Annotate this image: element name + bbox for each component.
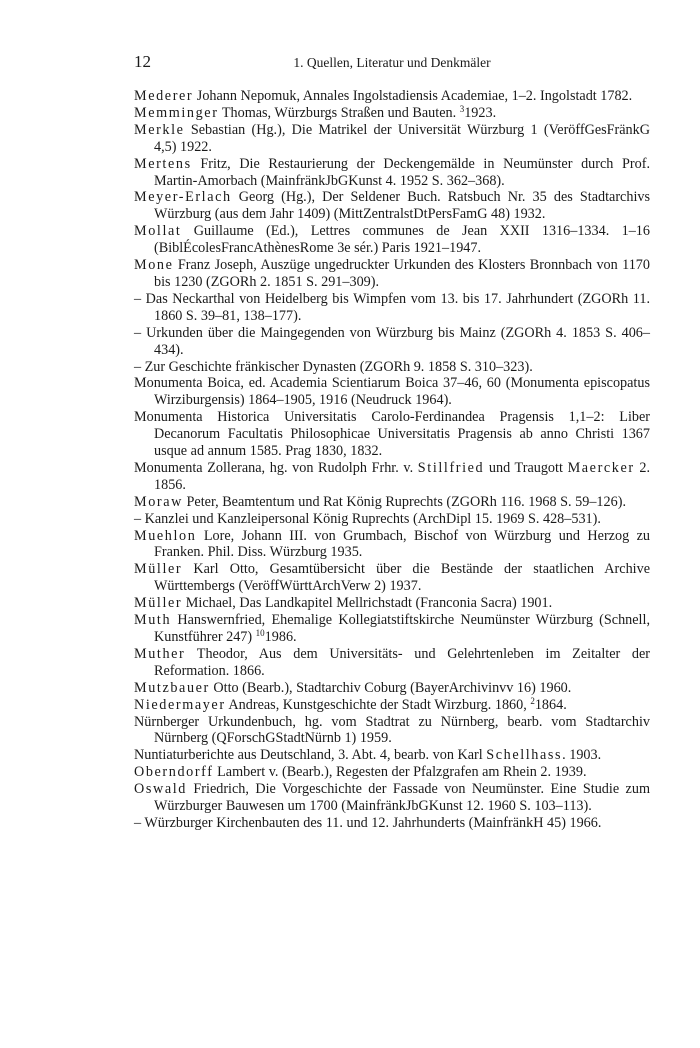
entry-author: Mederer — [134, 88, 194, 104]
edition-superscript: 2 — [530, 695, 535, 706]
bibliography-entry — [134, 815, 650, 832]
entry-text-tail: . 1903. — [562, 747, 602, 764]
entry-text: Kanzlei und Kanzleipersonal König Ruprechts (ArchDipl 15. 1969 S. 428–531). — [141, 510, 601, 527]
bibliography-entry — [134, 511, 650, 528]
bibliography-entry — [134, 781, 650, 815]
entry-author: Oswald — [134, 781, 187, 798]
entry-text: Peter, Beamtentum und Rat König Ruprechts (ZGORh 116. 1968 S. 59–126). — [182, 493, 626, 510]
entry-author: Merkle — [134, 121, 185, 138]
bibliography-entry — [134, 764, 650, 781]
entry-author: Niedermayer — [134, 696, 226, 713]
entry-author: Meyer-Erlach — [134, 189, 232, 206]
bibliography-entry — [134, 223, 650, 257]
entry-text: Michael, Das Landkapitel Mellrichstadt (Franconia Sacra) 1901. — [182, 595, 553, 612]
bibliography-entry — [134, 747, 650, 764]
spaced-name: Stillfried — [417, 459, 485, 476]
bibliography-entry — [134, 697, 650, 714]
bibliography-entry — [134, 156, 650, 190]
bibliography-entry — [134, 612, 650, 646]
entry-text: Monumenta Historica Universitatis Carolo-Ferdinandea Pragensis 1,1–2: Liber Decanorum Facultatis Philosophicae Universitatis Pragensis ab anno Christi 1367 usque ad annum 1585. Prag 1830, 1832. — [134, 409, 650, 460]
entry-text-tail: 1923. — [464, 104, 497, 121]
ditto-dash: – — [134, 290, 142, 307]
bibliography-entry — [134, 646, 650, 680]
entry-text: Monumenta Boica, ed. Academia Scientiarum Boica 37–46, 60 (Monumenta episcopatus Wirziburgensis) 1864–1905, 1916 (Neudruck 1964). — [134, 375, 650, 409]
entry-text: Johann Nepomuk, Annales Ingolstadiensis Academiae, 1–2. Ingolstadt 1782. — [193, 88, 633, 104]
entry-text: Thomas, Würzburgs Straßen und Bauten. — [218, 104, 460, 121]
entry-author: Muehlon — [134, 527, 197, 544]
bibliography-entry — [134, 105, 650, 122]
page-header — [134, 52, 650, 74]
bibliography-entry — [134, 460, 650, 494]
entry-text: Zur Geschichte fränkischer Dynasten (ZGORh 9. 1858 S. 310–323). — [141, 358, 533, 375]
bibliography-entry — [134, 122, 650, 156]
entry-text: Sebastian (Hg.), Die Matrikel der Universität Würzburg 1 (VeröffGesFränkG 4,5) 1922. — [154, 121, 650, 155]
entry-text: Theodor, Aus dem Universitäts- und Gelehrtenleben im Zeitalter der Reformation. 1866. — [154, 645, 650, 679]
ditto-dash: – — [134, 510, 142, 527]
entry-author: Memminger — [134, 104, 219, 121]
entry-text-tail: 1864. — [534, 696, 567, 713]
entry-author: Mertens — [134, 155, 192, 172]
entry-text-mid: und Traugott — [484, 459, 568, 476]
entry-author: Moraw — [134, 493, 183, 510]
entry-text: Monumenta Zollerana, hg. von Rudolph Frhr. v. — [134, 459, 418, 476]
bibliography-entry — [134, 714, 650, 748]
entry-text-tail: 2. 1856. — [154, 459, 651, 493]
entry-text: Würzburger Kirchenbauten des 11. und 12. Jahrhunderts (MainfränkH 45) 1966. — [141, 814, 602, 831]
entry-author: Oberndorff — [134, 764, 214, 781]
entry-author: Mone — [134, 257, 174, 274]
entry-author: Mutzbauer — [134, 679, 210, 696]
page-number: 12 — [134, 52, 151, 71]
spaced-name: Schellhass — [486, 747, 563, 764]
entry-text: Lambert v. (Bearb.), Regesten der Pfalzgrafen am Rhein 2. 1939. — [213, 764, 587, 781]
bibliography-entry — [134, 189, 650, 223]
entry-text: Nuntiaturberichte aus Deutschland, 3. Abt. 4, bearb. von Karl — [134, 747, 487, 764]
running-title: 1. Quellen, Literatur und Denkmäler — [293, 55, 491, 70]
bibliography-entry — [134, 375, 650, 409]
bibliography-entry — [134, 359, 650, 376]
bibliography-entry — [134, 680, 650, 697]
entry-text: Lore, Johann III. von Grumbach, Bischof von Würzburg und Herzog zu Franken. Phil. Diss. Würzburg 1935. — [154, 527, 650, 561]
entry-text: Das Neckarthal von Heidelberg bis Wimpfen vom 13. bis 17. Jahrhundert (ZGORh 11. 1860 S. 39–81, 138–177). — [141, 290, 650, 324]
entry-author: Muther — [134, 645, 186, 662]
spaced-name: Maercker — [567, 459, 635, 476]
bibliography-list — [134, 88, 650, 832]
entry-author: Muth — [134, 612, 172, 629]
bibliography-entry — [134, 257, 650, 291]
entry-author: Müller — [134, 561, 183, 578]
entry-text-tail: 1986. — [264, 629, 297, 645]
bibliography-entry — [134, 88, 650, 105]
bibliography-entry — [134, 595, 650, 612]
entry-author: Mollat — [134, 223, 182, 240]
entry-text: Guillaume (Ed.), Lettres communes de Jean XXII 1316–1334. 1–16 (BiblÉcolesFrancAthènesRome 3e sér.) Paris 1921–1947. — [154, 223, 650, 257]
entry-text: Georg (Hg.), Der Seldener Buch. Ratsbuch Nr. 35 des Stadtarchivs Würzburg (aus dem Jahr 1409) (MittZentralstDtPersFamG 48) 1932. — [154, 189, 650, 223]
bibliography-entry — [134, 325, 650, 359]
entry-text: Nürnberger Urkundenbuch, hg. vom Stadtrat zu Nürnberg, bearb. vom Stadtarchiv Nürnberg (QForschGStadtNürnb 1) 1959. — [134, 713, 650, 747]
entry-text: Urkunden über die Maingegenden von Würzburg bis Mainz (ZGORh 4. 1853 S. 406–434). — [141, 324, 650, 358]
entry-text: Karl Otto, Gesamtübersicht über die Bestände der staatlichen Archive Württembergs (VeröffWürttArchVerw 2) 1937. — [154, 561, 650, 595]
bibliography-entry — [134, 409, 650, 460]
entry-text: Otto (Bearb.), Stadtarchiv Coburg (BayerArchivinvv 16) 1960. — [209, 679, 572, 696]
bibliography-entry — [134, 528, 650, 562]
edition-superscript: 3 — [459, 103, 465, 114]
entry-author: Müller — [134, 595, 183, 612]
ditto-dash: – — [134, 358, 142, 375]
ditto-dash: – — [134, 324, 142, 341]
entry-text: Fritz, Die Restaurierung der Deckengemälde in Neumünster durch Prof. Martin-Amorbach (MainfränkJbGKunst 4. 1952 S. 362–368). — [154, 155, 650, 189]
bibliography-entry — [134, 494, 650, 511]
bibliography-entry — [134, 291, 650, 325]
entry-text: Friedrich, Die Vorgeschichte der Fassade von Neumünster. Eine Studie zum Würzburger Bauwesen um 1700 (MainfränkJbGKunst 12. 1960 S. 103–113). — [154, 781, 650, 815]
ditto-dash: – — [134, 814, 142, 831]
entry-text: Hanswernfried, Ehemalige Kollegiatstiftskirche Neumünster Würzburg (Schnell, Kunstführer 247) — [154, 612, 650, 645]
bibliography-entry — [134, 561, 650, 595]
entry-text: Andreas, Kunstgeschichte der Stadt Wirzburg. 1860, — [225, 696, 531, 713]
edition-superscript: 10 — [255, 628, 265, 638]
entry-text: Franz Joseph, Auszüge ungedruckter Urkunden des Klosters Bronnbach von 1170 bis 1230 (ZGORh 2. 1851 S. 291–309). — [154, 257, 650, 290]
